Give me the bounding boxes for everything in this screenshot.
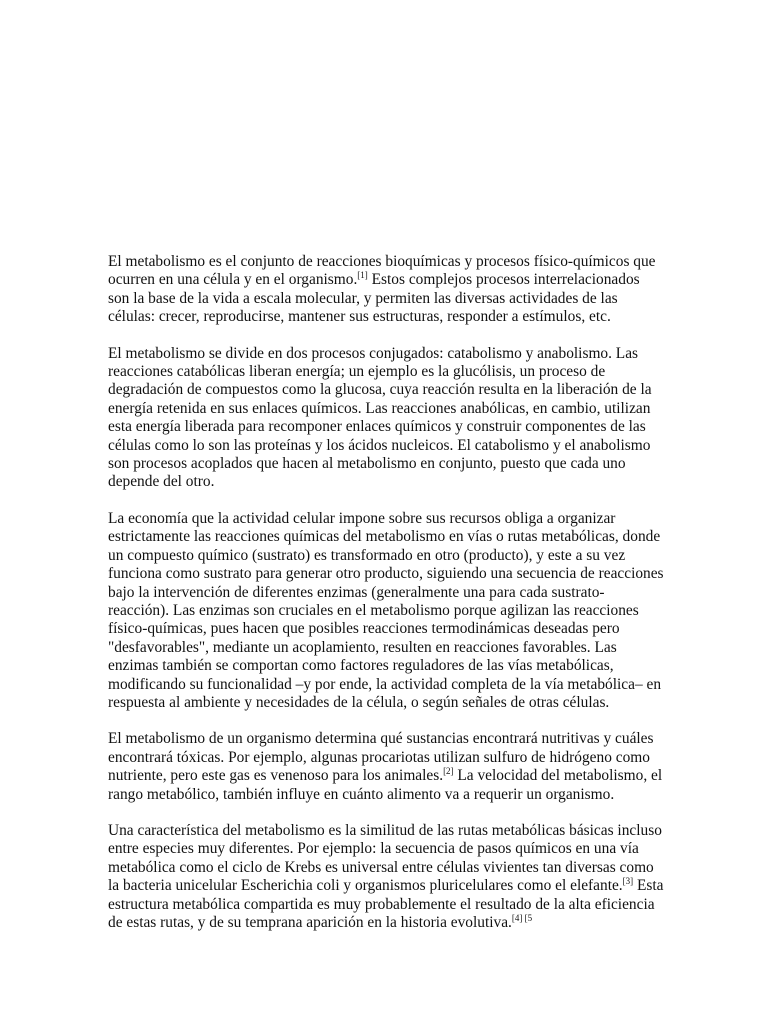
- paragraph-2: [108, 345, 664, 492]
- paragraph-text: El metabolismo es el conjunto de reacciones bioquímicas y procesos físico-químicos que ocurren en una célula y en el organismo.: [108, 253, 656, 289]
- paragraph-text: La economía que la actividad celular impone sobre sus recursos obliga a organizar estrictamente las reacciones químicas del metabolismo en vías o rutas metabólicas, donde un compuesto químico (sustrato) es transformado en otro (producto), y este a su vez funciona como sustrato para generar otro producto, siguiendo una secuencia de reacciones bajo la intervención de diferentes enzimas (generalmente una para cada sustrato-reacción). Las enzimas son cruciales en el metabolismo porque agilizan las reacciones físico-químicas, pues hacen que posibles reacciones termodinámicas deseadas pero "desfavorables", mediante un acoplamiento, resulten en reacciones favorables. Las enzimas también se comportan como factores reguladores de las vías metabólicas, modificando su funcionalidad –y por ende, la actividad completa de la vía metabólica– en respuesta al ambiente y necesidades de la célula, o según señales de otras células.: [108, 509, 664, 711]
- paragraph-text: El metabolismo de un organismo determina qué sustancias encontrará nutritivas y cuáles encontrará tóxicas. Por ejemplo, algunas procariotas utilizan sulfuro de hidrógeno como nutriente, pero este gas es venenoso para los animales.: [108, 730, 654, 785]
- paragraph-text: La velocidad del metabolismo, el rango metabólico, también influye en cuánto alimento va a requerir un organismo.: [108, 767, 663, 803]
- citation-link[interactable]: [2]: [443, 766, 454, 777]
- paragraph-text: El metabolismo se divide en dos procesos conjugados: catabolismo y anabolismo. Las reacciones catabólicas liberan energía; un ejemplo es la glucólisis, un proceso de degradación de compuestos como la glucosa, cuya reacción resulta en la liberación de la energía retenida en sus enlaces químicos. Las reacciones anabólicas, en cambio, utilizan esta energía liberada para recomponer enlaces químicos y construir componentes de las células como lo son las proteínas y los ácidos nucleicos. El catabolismo y el anabolismo son procesos acoplados que hacen al metabolismo en conjunto, puesto que cada uno depende del otro.: [108, 344, 652, 491]
- paragraph-1: [108, 253, 664, 327]
- paragraph-3: [108, 510, 664, 712]
- citation-link[interactable]: [4] [5: [511, 913, 533, 923]
- paragraph-5: [108, 822, 664, 932]
- paragraph-text: Esta estructura metabólica compartida es muy probablemente el resultado de la alta eficiencia de estas rutas, y de su temprana aparición en la historia evolutiva.: [108, 877, 664, 931]
- citation-link[interactable]: [3]: [622, 876, 634, 887]
- paragraph-4: [108, 730, 664, 804]
- paragraph-text: Una característica del metabolismo es la similitud de las rutas metabólicas básicas incluso entre especies muy diferentes. Por ejemplo: la secuencia de pasos químicos en una vía metabólica como el ciclo de Krebs es universal entre células vivientes tan diversas como la bacteria unicelular Escherichia coli y organismos pluricelulares como el elefante.: [108, 821, 662, 895]
- citation-link[interactable]: [1]: [357, 270, 368, 281]
- document-body: [108, 253, 664, 950]
- paragraph-text: Estos complejos procesos interrelacionados son la base de la vida a escala molecular, y permiten las diversas actividades de las células: crecer, reproducirse, mantener sus estructuras, responder a estímulos, etc.: [108, 271, 640, 326]
